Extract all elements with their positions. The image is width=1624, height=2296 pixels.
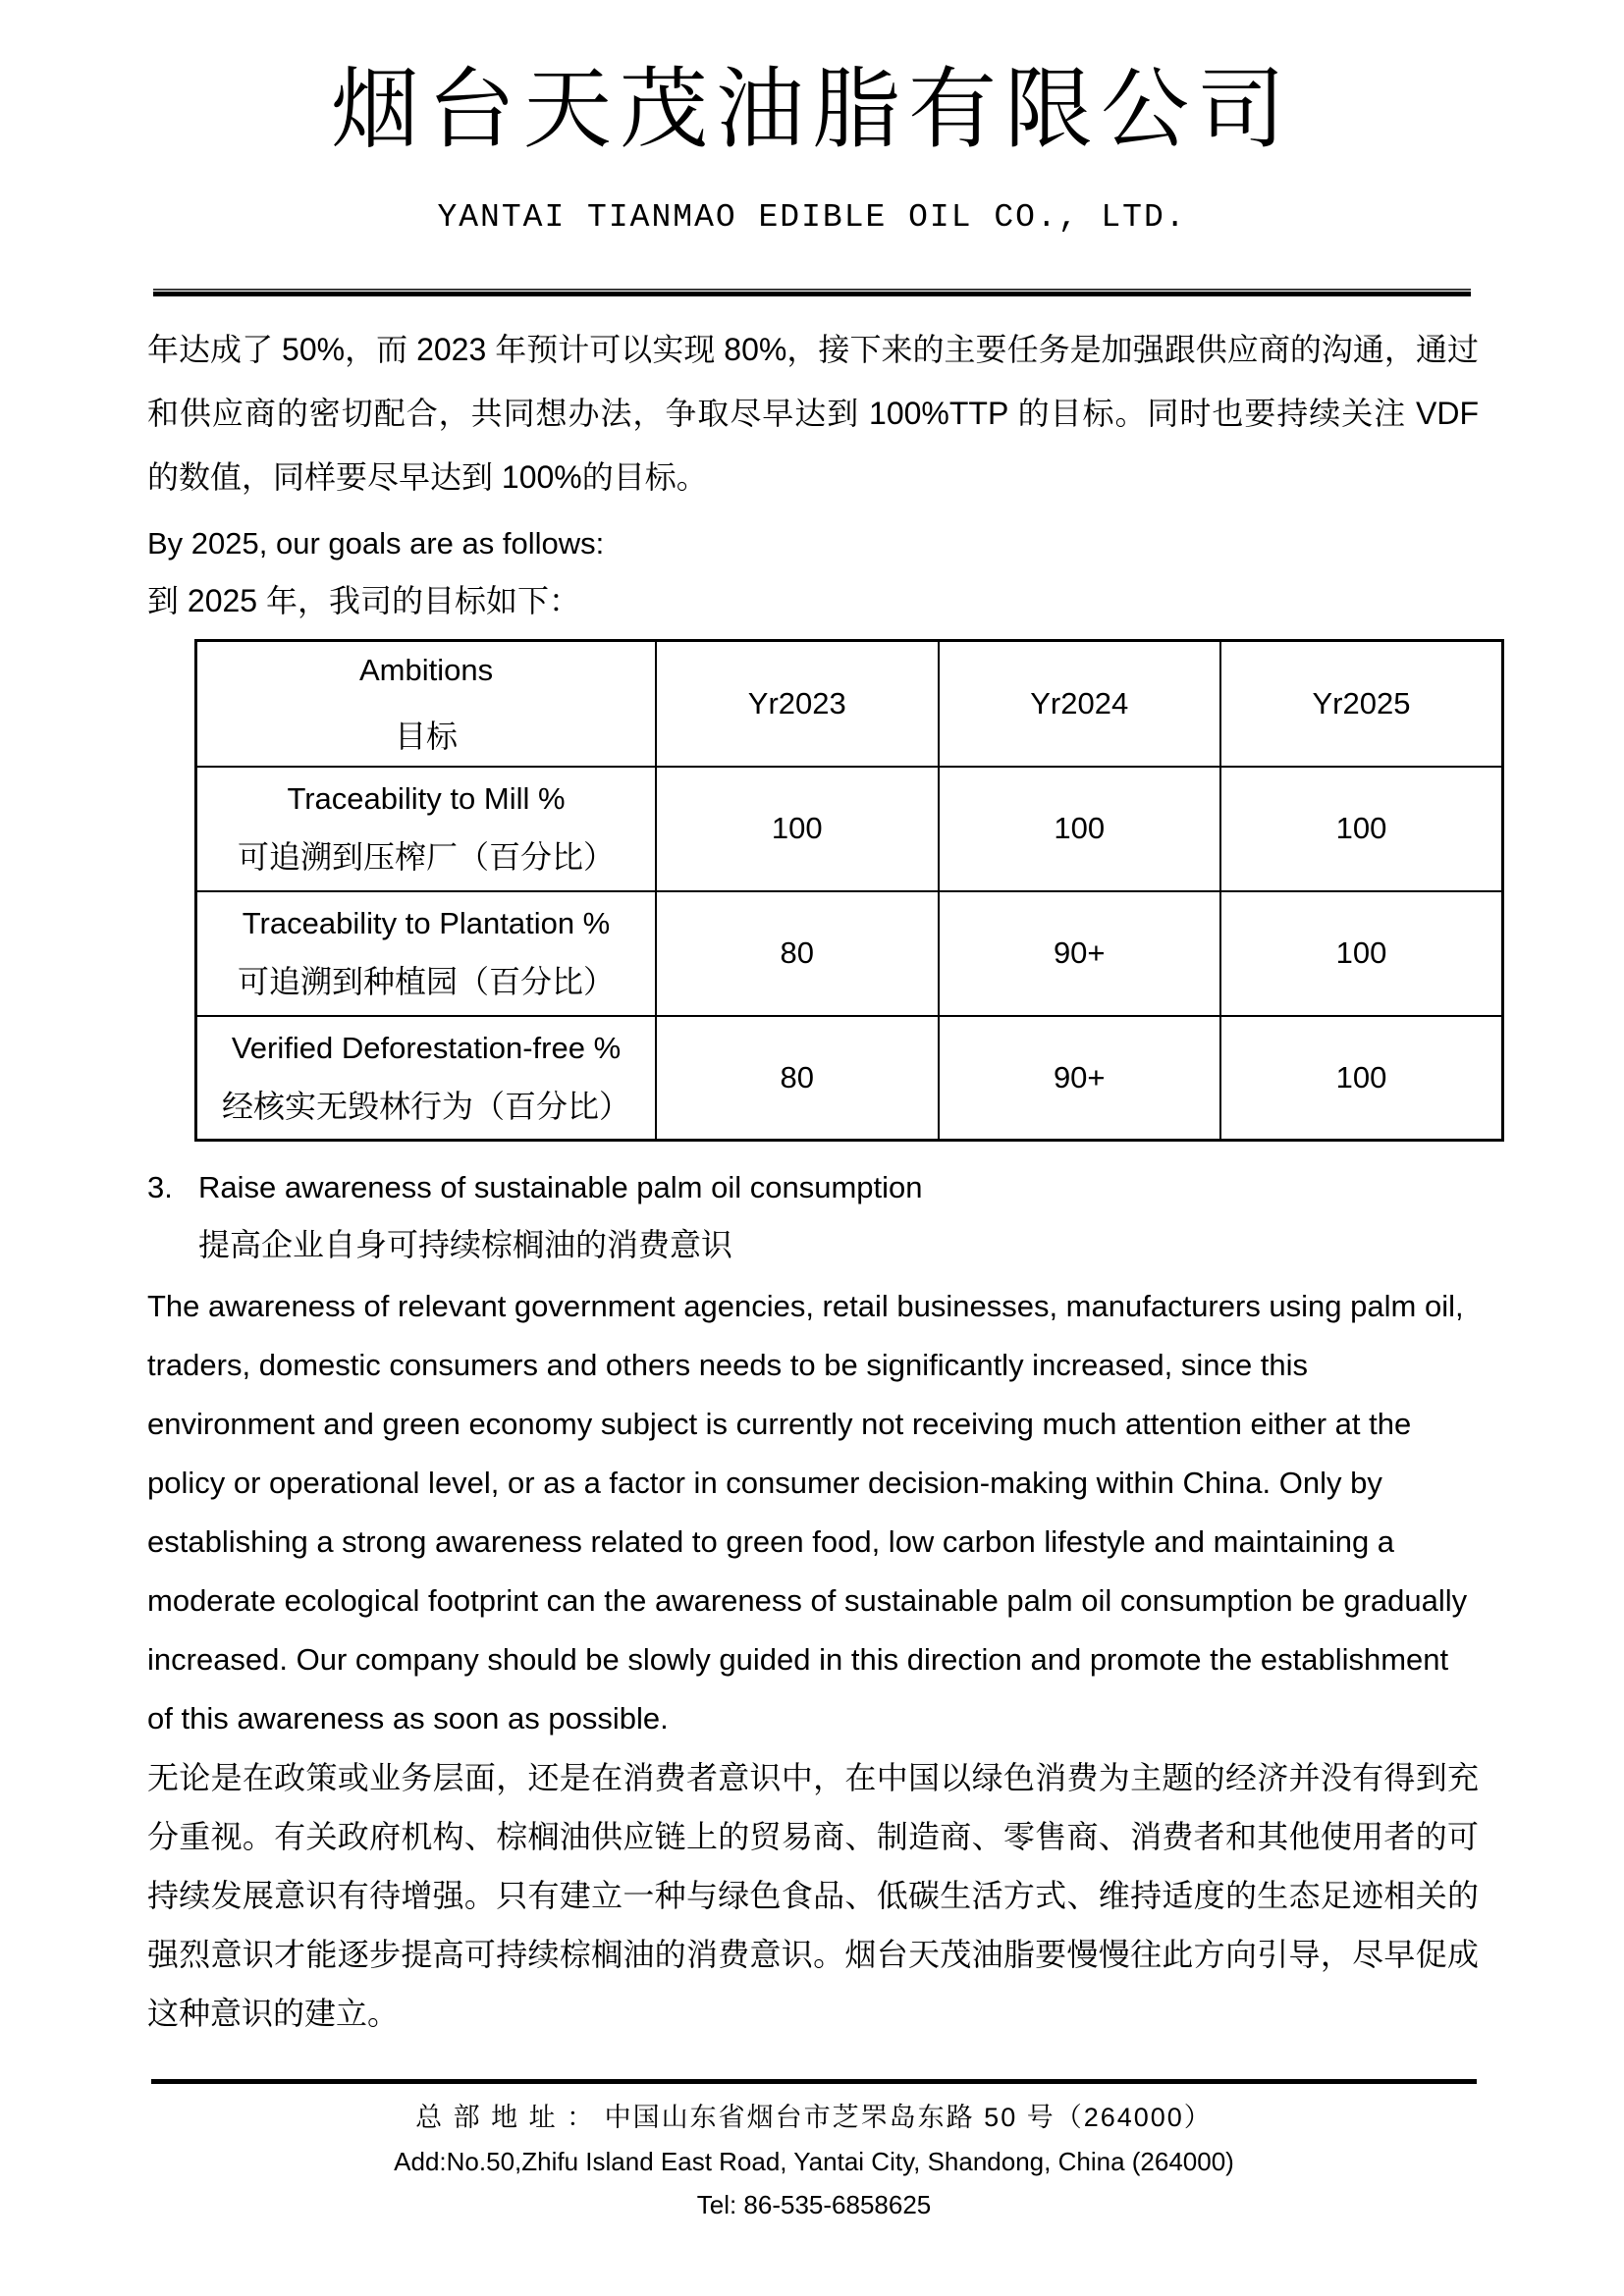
ambitions-stack xyxy=(197,651,655,757)
row-label-cn: 经核实无毁林行为（百分比） xyxy=(222,1088,631,1124)
row-label-cn: 可追溯到种植园（百分比） xyxy=(238,964,616,999)
row-label-en: Traceability to Plantation % xyxy=(242,906,611,940)
goals-table xyxy=(194,639,1504,1142)
goals-table-head xyxy=(196,641,1503,767)
company-name-en: YANTAI TIANMAO EDIBLE OIL CO., LTD. xyxy=(437,199,1187,236)
header-cell-yr2023: Yr2023 xyxy=(656,641,938,767)
table-row-traceability-mill xyxy=(196,767,1503,891)
footer-divider xyxy=(151,2079,1477,2084)
row-label-cn: 可追溯到压榨厂（百分比） xyxy=(238,839,616,875)
footer-address-en: Add:No.50,Zhifu Island East Road, Yantai City, Shandong, China (264000) xyxy=(394,2147,1234,2176)
value-cell: 100 xyxy=(1220,891,1503,1016)
header-cell-yr2024: Yr2024 xyxy=(939,641,1220,767)
footer-address-cn: 总 部 地 址 ： 中国山东省烟台市芝罘岛东路 50 号（264000） xyxy=(415,2103,1213,2132)
value-cell: 80 xyxy=(656,891,938,1016)
value-cell: 90+ xyxy=(939,1016,1220,1141)
row-label-en: Verified Deforestation-free % xyxy=(231,1030,622,1065)
value-cell: 80 xyxy=(656,1016,938,1141)
table-row-traceability-plantation xyxy=(196,891,1503,1016)
goals-table-body xyxy=(196,767,1503,1141)
header-divider xyxy=(153,289,1471,296)
document-body xyxy=(0,318,1624,2043)
section-number: 3. xyxy=(147,1170,173,1204)
value-cell: 100 xyxy=(1220,767,1503,891)
value-cell: 90+ xyxy=(939,891,1220,1016)
section-title-en: Raise awareness of sustainable palm oil consumption xyxy=(198,1170,923,1204)
row-label-en: Traceability to Mill % xyxy=(287,781,566,816)
footer-telephone: Tel: 86-535-6858625 xyxy=(696,2190,932,2219)
paragraph-awareness-cn: 无论是在政策或业务层面，还是在消费者意识中，在中国以绿色消费为主题的经济并没有得到充分重视。有关政府机构、棕榈油供应链上的贸易商、制造商、零售商、消费者和其他使用者的可持续发展意识有待增强。只有建立一种与绿色食品、低碳生活方式、维持适度的生态足迹相关的强烈意识才能逐步提高可持续棕榈油的消费意识。烟台天茂油脂要慢慢往此方向引导，尽早促成这种意识的建立。 xyxy=(147,1760,1479,2031)
table-header-row xyxy=(196,641,1503,767)
value-cell: 100 xyxy=(939,767,1220,891)
ambitions-label-en: Ambitions xyxy=(358,652,494,687)
header-cell-ambitions xyxy=(196,641,657,767)
goals-intro-en: By 2025, our goals are as follows: xyxy=(147,526,605,561)
row-label-cell xyxy=(196,1016,657,1141)
row-label-cell xyxy=(196,891,657,1016)
section-title-cn: 提高企业自身可持续棕榈油的消费意识 xyxy=(198,1227,733,1262)
paragraph-ttp-progress: 年达成了 50%，而 2023 年预计可以实现 80%，接下来的主要任务是加强跟供应商的沟通，通过和供应商的密切配合，共同想办法，争取尽早达到 100%TTP 的目标。同时也要持续关注 VDF 的数值，同样要尽早达到 100%的目标。 xyxy=(147,332,1479,495)
ambitions-label-cn: 目标 xyxy=(395,718,459,754)
company-name-cn: 烟台天茂油脂有限公司 xyxy=(331,58,1293,161)
paragraph-awareness-en: The awareness of relevant government agencies, retail businesses, manufacturers using palm oil, traders, domestic consumers and others needs to be significantly increased, since this environment and green economy subject is currently not receiving much attention either at the policy or operational level, or as a factor in consumer decision-making within China. Only by establishing a strong awareness related to green food, low carbon lifestyle and maintaining a moderate ecological footprint can the awareness of sustainable palm oil consumption be gradually increased. Our company should be slowly guided in this direction and promote the establishment of this awareness as soon as possible. xyxy=(147,1289,1468,1735)
letterhead xyxy=(0,57,1624,296)
row-label-cell xyxy=(196,767,657,891)
table-row-deforestation-free xyxy=(196,1016,1503,1141)
document-footer xyxy=(151,2079,1477,2220)
goals-intro-cn: 到 2025 年，我司的目标如下： xyxy=(147,583,580,618)
header-cell-yr2025: Yr2025 xyxy=(1220,641,1503,767)
section-3-heading xyxy=(147,1159,1479,1216)
value-cell: 100 xyxy=(1220,1016,1503,1141)
value-cell: 100 xyxy=(656,767,938,891)
